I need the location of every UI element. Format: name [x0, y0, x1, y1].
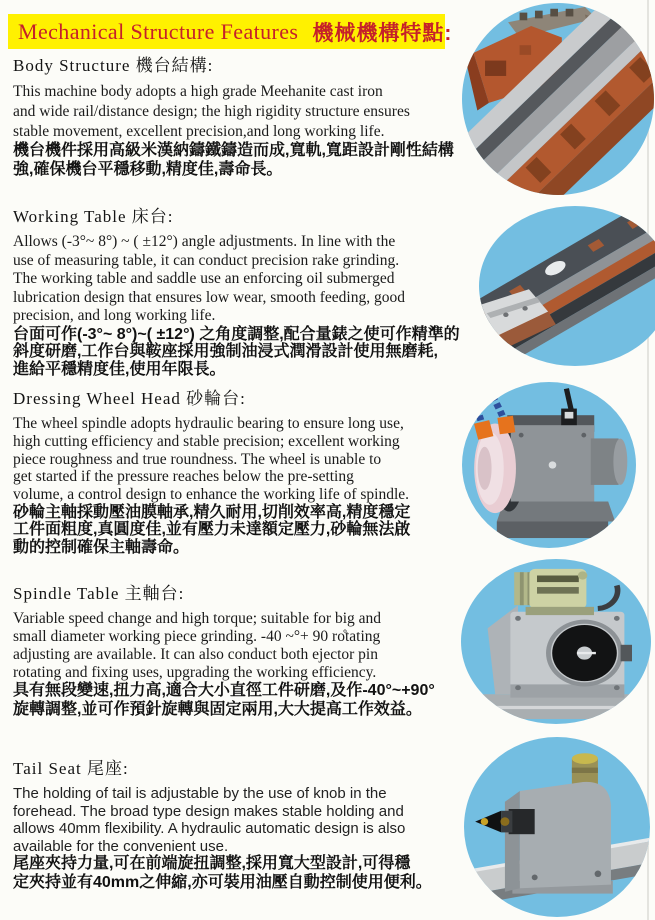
section-body-structure — [13, 56, 454, 179]
section-dressing-wheel-head — [13, 389, 410, 556]
section-spindle-table — [13, 584, 435, 719]
page-title-chinese: 機械機構特點: — [312, 21, 453, 45]
working-table-illustration — [479, 206, 655, 366]
wheel-head-illustration — [462, 382, 636, 548]
body-text-line: volume, a control design to enhance the working life of spindle. — [13, 486, 410, 504]
body-text-line: forehead. The broad type design makes stable holding and — [13, 802, 404, 820]
body-text-line-zh: 定夾持並有40mm之伸縮,亦可裝用油壓自動控制使用便利。 — [13, 873, 432, 891]
section-heading: Working Table 床台: — [13, 207, 174, 226]
section-heading: Tail Seat 尾座: — [13, 759, 129, 778]
body-text-line: piece roughness and true roundness. The wheel is unable to — [13, 450, 382, 468]
scan-edge-line — [647, 0, 649, 920]
body-text-line: allows 40mm flexibility. A hydraulic automatic design is also — [13, 820, 406, 837]
section-heading: Body Structure 機台結構: — [13, 56, 214, 75]
section-heading: Spindle Table 主軸台: — [13, 584, 185, 603]
body-text-line-zh: 尾座夾持力量,可在前端旋扭調整,採用寬大型設計,可得穩 — [13, 855, 411, 872]
body-text-line-zh: 台面可作(-3°~ 8°)~( ±12°) 之角度調整,配合量錶之使可作精準的 — [13, 325, 460, 343]
section-heading: Dressing Wheel Head 砂輪台: — [13, 389, 246, 408]
body-text-line: use of measuring table, it can conduct precision rake grinding. — [13, 251, 400, 269]
body-text-line: get started if the pressure reaches below the pre-setting — [13, 468, 354, 486]
body-text-line: The wheel spindle adopts hydraulic bearing to ensure long use, — [13, 415, 404, 432]
body-text-line: stable movement, excellent precision,and long working life. — [13, 123, 385, 140]
body-text-line: adjusting are available. It can also conduct both ejector pin — [13, 646, 378, 663]
page-title — [8, 14, 453, 49]
body-text-line-zh: 砂輪主軸採動壓油膜軸承,精久耐用,切削效率高,精度穩定 — [13, 503, 411, 521]
working-table-photo — [479, 206, 655, 366]
body-text-line: and wide rail/distance design; the high rigidity structure ensures — [13, 103, 410, 120]
body-text-line: high cutting efficiency and stable precision; excellent working — [13, 432, 400, 450]
body-text-line-zh: 旋轉調整,並可作預針旋轉與固定兩用,大大提高工作效益。 — [13, 700, 422, 718]
body-text-line: small diameter working piece grinding. -40 ~°+ 90 ro̊tating — [13, 628, 381, 645]
body-text-line-zh: 具有無段變速,扭力高,適合大小直徑工件研磨,及作-40°~+90° — [13, 682, 435, 699]
body-text-line-zh: 斜度研磨,工作台與鞍座採用強制油浸式潤滑設計使用無磨耗, — [13, 343, 438, 360]
spindle-table-photo — [461, 559, 651, 724]
body-text-line: rotating and fixing uses, upgrading the working efficiency. — [13, 664, 377, 681]
tail-seat-illustration — [464, 737, 650, 917]
machine-body-photo — [462, 3, 654, 195]
body-text-line: Allows (-3°~ 8°) ~ ( ±12°) angle adjustments. In line with the — [13, 233, 396, 250]
body-text-line: The working table and saddle use an enforcing oil submerged — [13, 270, 395, 287]
spindle-table-illustration — [461, 559, 651, 724]
body-text-line: precision, and long working life. — [13, 307, 216, 324]
body-text-line: This machine body adopts a high grade Meehanite cast iron — [13, 83, 383, 100]
body-text-line: available for the convenient use. — [13, 837, 229, 855]
dressing-wheel-head-photo — [462, 382, 636, 548]
body-text-line-zh: 進給平穩精度佳,使用年限長。 — [13, 360, 226, 378]
body-text-line-zh: 動的控制確保主軸壽命。 — [13, 538, 190, 556]
body-text-line: Variable speed change and high torque; suitable for big and — [13, 610, 382, 627]
section-tail-seat — [13, 759, 432, 892]
body-text-line-zh: 機台機件採用高級米漢納鑄鐵鑄造而成,寬軌,寬距設計剛性結構 — [13, 142, 454, 159]
page-title-english: Mechanical Structure Features — [18, 18, 299, 44]
body-text-line: The holding of tail is adjustable by the use of knob in the — [13, 785, 387, 802]
tail-seat-photo — [464, 737, 650, 917]
machine-body-illustration — [462, 3, 654, 195]
body-text-line: lubrication design that ensures low wear, smooth feeding, good — [13, 288, 405, 306]
body-text-line-zh: 強,確保機台平穩移動,精度佳,壽命長。 — [13, 160, 283, 178]
section-working-table — [13, 207, 460, 378]
body-text-line-zh: 工件面粗度,真圓度佳,並有壓力未達額定壓力,砂輪無法啟 — [13, 521, 411, 539]
